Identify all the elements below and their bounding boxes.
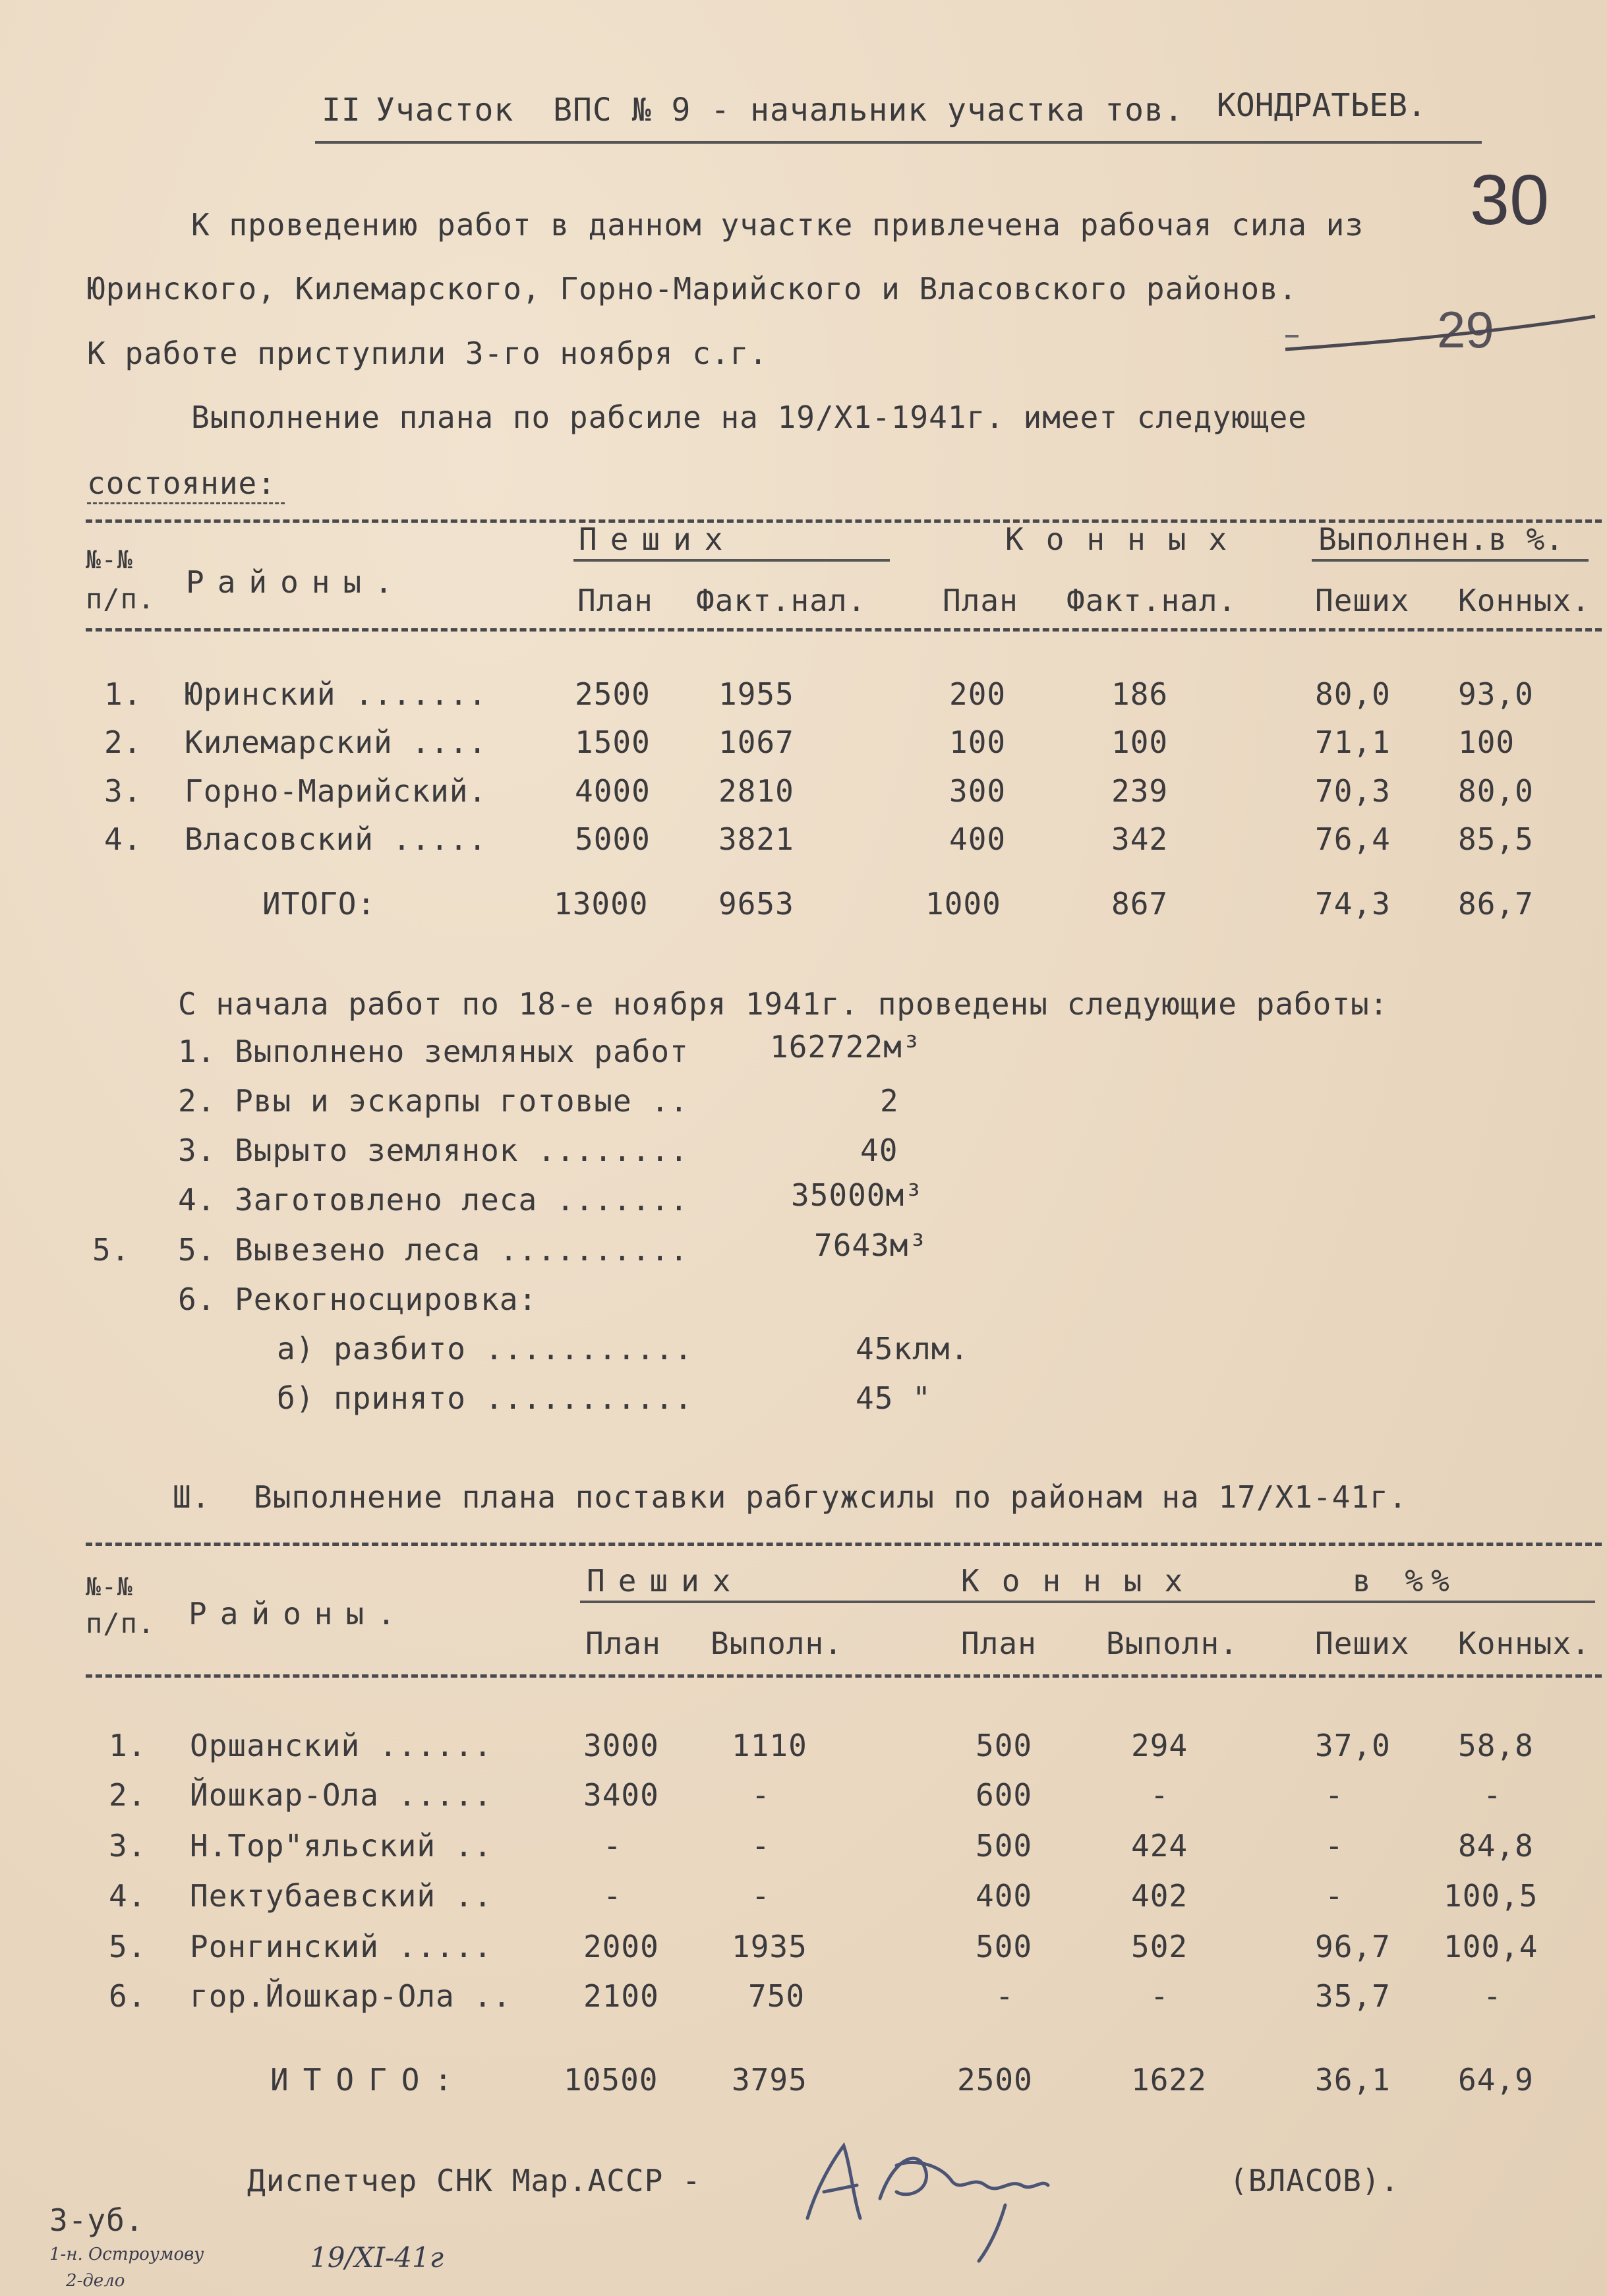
works-item-value: 2	[880, 1083, 899, 1119]
plan-foot: -	[603, 1878, 622, 1914]
table1-col-plan2: План	[943, 583, 1018, 618]
pct-horse: 84,8	[1458, 1828, 1534, 1864]
table2-group-underline	[580, 1601, 1595, 1603]
pct-horse: 85,5	[1458, 821, 1534, 857]
plan-foot: 1500	[575, 724, 651, 760]
plan-foot: 2100	[583, 1978, 659, 2014]
works-item-value: 7643м³	[814, 1227, 928, 1263]
row-number: 2.	[109, 1777, 147, 1813]
district-name: Килемарский ....	[185, 724, 488, 760]
pct-foot: 96,7	[1315, 1929, 1391, 1964]
copies-count: 3-уб.	[49, 2202, 144, 2238]
plan-horse: 600	[976, 1777, 1033, 1813]
table1-col-fact2: Факт.нал.	[1066, 583, 1237, 618]
fact-horse: 239	[1111, 773, 1169, 809]
table1-no-label-2: п/п.	[86, 583, 156, 615]
table1-col-pct-foot: Пеших	[1315, 583, 1410, 618]
district-name: Власовский .....	[185, 821, 488, 857]
plan-foot: 4000	[575, 773, 651, 809]
total-pct-foot: 74,3	[1315, 886, 1391, 922]
pct-foot: 80,0	[1315, 676, 1391, 712]
done-foot: 1935	[732, 1929, 807, 1964]
page-number: 30	[1470, 160, 1550, 239]
works-item-label: 2. Рвы и эскарпы готовые ..	[178, 1083, 689, 1119]
works-sub-label: а) разбито ...........	[277, 1331, 693, 1367]
plan-foot: 5000	[575, 821, 651, 857]
fact-horse: 186	[1111, 676, 1169, 712]
row-number: 1.	[104, 676, 142, 712]
done-horse: -	[1150, 1978, 1169, 2014]
works-sub-value: 45 "	[856, 1380, 931, 1416]
pct-foot: -	[1325, 1878, 1344, 1914]
distribution-note-2: 2-дело	[66, 2271, 125, 2291]
row-number: 4.	[104, 821, 142, 857]
table2-no-label-2: п/п.	[86, 1607, 156, 1639]
plan-horse: 400	[949, 821, 1007, 857]
row-number: 6.	[109, 1978, 147, 2014]
total-done-foot: 3795	[732, 2062, 807, 2098]
pct-foot: 37,0	[1315, 1728, 1391, 1763]
pct-horse: 100	[1458, 724, 1515, 760]
works-item-value: 35000м³	[791, 1177, 923, 1213]
intro-line-4: Выполнение плана по рабсиле на 19/Х1-1941г. имеет следующее	[191, 399, 1307, 435]
table1-foot-underline	[573, 559, 890, 562]
pct-horse: 100,5	[1444, 1878, 1538, 1914]
plan-horse: 400	[976, 1878, 1033, 1914]
works-item-value: 40	[860, 1133, 898, 1168]
table2-horse-header: Конных	[961, 1563, 1206, 1599]
district-name: Горно-Марийский.	[185, 773, 488, 809]
works-item-label: 6. Рекогносцировка:	[178, 1281, 538, 1317]
done-foot: -	[751, 1878, 771, 1914]
done-horse: 402	[1131, 1878, 1188, 1914]
table2-col-plan: План	[585, 1626, 661, 1661]
district-name: Оршанский ......	[190, 1728, 493, 1763]
intro-line-1: К проведению работ в данном участке привлечена рабочая сила из	[191, 207, 1364, 243]
pct-foot: 71,1	[1315, 724, 1391, 760]
table2-top-rule	[86, 1543, 1602, 1546]
handwritten-date: 19/XI-41г	[310, 2241, 444, 2274]
district-name: Йошкар-Ола .....	[190, 1777, 493, 1813]
total-plan-foot: 13000	[554, 886, 649, 922]
done-foot: 1110	[732, 1728, 807, 1763]
table2-foot-header: Пеших	[587, 1563, 744, 1599]
district-name: Н.Тор"яльский ..	[190, 1828, 493, 1864]
section3-number: Ш.	[173, 1479, 211, 1515]
pct-horse: 100,4	[1444, 1929, 1538, 1964]
works-item-label: 5. Вывезено леса ..........	[178, 1232, 689, 1268]
plan-horse: 200	[949, 676, 1007, 712]
plan-horse: 100	[949, 724, 1007, 760]
section3-title: Выполнение плана поставки рабгужсилы по районам на 17/Х1-41г.	[254, 1479, 1408, 1515]
row-number: 3.	[104, 773, 142, 809]
fact-foot: 2810	[718, 773, 794, 809]
table1-col-fact: Факт.нал.	[696, 583, 867, 618]
pct-horse: -	[1483, 1777, 1502, 1813]
strike-line	[1279, 303, 1602, 369]
table1-col-plan: План	[577, 583, 653, 618]
dispatcher-label: Диспетчер СНК Мар.АССР -	[247, 2163, 701, 2198]
fact-foot: 3821	[718, 821, 794, 857]
works-intro: С начала работ по 18-е ноября 1941г. проведены следующие работы:	[178, 986, 1389, 1022]
done-horse: 502	[1131, 1929, 1188, 1964]
pct-horse: 80,0	[1458, 773, 1534, 809]
intro-underline	[87, 502, 285, 504]
row-number: 4.	[109, 1878, 147, 1914]
intro-line-2: Юринского, Килемарского, Горно-Марийского и Власовского районов.	[87, 271, 1298, 307]
row-number: 1.	[109, 1728, 147, 1763]
fact-horse: 100	[1111, 724, 1169, 760]
plan-horse: 300	[949, 773, 1007, 809]
works-item-value: 162722м³	[770, 1029, 921, 1065]
total-label: ИТОГО:	[262, 886, 376, 922]
works-item-label: 3. Вырыто землянок ........	[178, 1133, 689, 1168]
table2-no-label: №-№	[86, 1572, 133, 1601]
table1-pct-header: Выполнен.в %.	[1318, 521, 1565, 557]
header-name: КОНДРАТЬЕВ.	[1217, 87, 1426, 124]
total-done-horse: 1622	[1131, 2062, 1207, 2098]
table1-no-label: №-№	[86, 545, 133, 574]
done-horse: 424	[1131, 1828, 1188, 1864]
plan-horse: 500	[976, 1929, 1033, 1964]
district-name: гор.Йошкар-Ола ..	[190, 1978, 511, 2014]
done-horse: -	[1150, 1777, 1169, 1813]
intro-line-3: К работе приступили 3-го ноября с.г.	[87, 336, 768, 371]
header-title: Участок ВПС № 9 - начальник участка тов.	[376, 92, 1184, 129]
done-foot: 750	[748, 1978, 805, 2014]
plan-foot: 3000	[583, 1728, 659, 1763]
pct-horse: 93,0	[1458, 676, 1534, 712]
pct-horse: -	[1483, 1978, 1502, 2014]
pct-horse: 58,8	[1458, 1728, 1534, 1763]
pct-foot: 76,4	[1315, 821, 1391, 857]
plan-foot: 2500	[575, 676, 651, 712]
pct-foot: 35,7	[1315, 1978, 1391, 2014]
plan-foot: 3400	[583, 1777, 659, 1813]
total-fact-horse: 867	[1111, 886, 1169, 922]
distribution-note-1: 1-н. Остроумову	[49, 2245, 204, 2264]
district-name: Юринский .......	[185, 676, 488, 712]
row-number: 3.	[109, 1828, 147, 1864]
plan-foot: -	[603, 1828, 622, 1864]
works-item-label: 4. Заготовлено леса .......	[178, 1182, 689, 1218]
row-number: 5.	[109, 1929, 147, 1964]
fact-foot: 1067	[718, 724, 794, 760]
plan-horse: 500	[976, 1828, 1033, 1864]
fact-horse: 342	[1111, 821, 1169, 857]
table1-col-pct-horse: Конных.	[1458, 583, 1591, 618]
total-pct-horse: 86,7	[1458, 886, 1534, 922]
table2-pct-header: в %%	[1353, 1563, 1457, 1599]
plan-horse: -	[995, 1978, 1014, 2014]
total-plan-horse: 2500	[957, 2062, 1033, 2098]
total-pct-foot: 36,1	[1315, 2062, 1391, 2098]
works-item-label: 1. Выполнено земляных работ	[178, 1034, 689, 1069]
done-horse: 294	[1131, 1728, 1188, 1763]
works-sub-value: 45клм.	[856, 1331, 970, 1367]
plan-foot: 2000	[583, 1929, 659, 1964]
works-sub-label: б) принято ...........	[277, 1380, 693, 1416]
fact-foot: 1955	[718, 676, 794, 712]
total-plan-foot: 10500	[564, 2062, 658, 2098]
table2-col-plan2: План	[961, 1626, 1037, 1661]
done-foot: -	[751, 1828, 771, 1864]
signature	[788, 2119, 1065, 2264]
table1-horse-header: Конных	[1005, 521, 1250, 557]
row-number: 2.	[104, 724, 142, 760]
plan-horse: 500	[976, 1728, 1033, 1763]
section-number: II	[322, 92, 361, 129]
pct-foot: 70,3	[1315, 773, 1391, 809]
total-pct-horse: 64,9	[1458, 2062, 1534, 2098]
total-label: ИТОГО:	[270, 2062, 467, 2098]
total-plan-horse: 1000	[925, 886, 1001, 922]
table2-col-pct-foot: Пеших	[1315, 1626, 1410, 1661]
district-name: Пектубаевский ..	[190, 1878, 493, 1914]
table2-col-done2: Выполн.	[1106, 1626, 1239, 1661]
table1-foot-header: Пеших	[579, 521, 736, 557]
table2-col-pct-horse: Конных.	[1458, 1626, 1591, 1661]
header-underline	[315, 141, 1482, 144]
table1-pct-underline	[1312, 559, 1589, 562]
pct-foot: -	[1325, 1777, 1344, 1813]
table2-district-header: Районы.	[189, 1596, 409, 1632]
page-number-old: 29	[1437, 301, 1494, 359]
table1-district-header: Районы.	[186, 564, 406, 600]
done-foot: -	[751, 1777, 771, 1813]
table1-header-rule	[86, 628, 1602, 632]
intro-line-5: состояние:	[87, 465, 276, 501]
margin-mark: 5.	[92, 1232, 131, 1268]
table2-col-done: Выполн.	[711, 1626, 843, 1661]
district-name: Ронгинский .....	[190, 1929, 493, 1964]
pct-foot: -	[1325, 1828, 1344, 1864]
table2-header-rule	[86, 1674, 1602, 1678]
total-fact-foot: 9653	[718, 886, 794, 922]
signer-name: (ВЛАСОВ).	[1229, 2163, 1400, 2198]
